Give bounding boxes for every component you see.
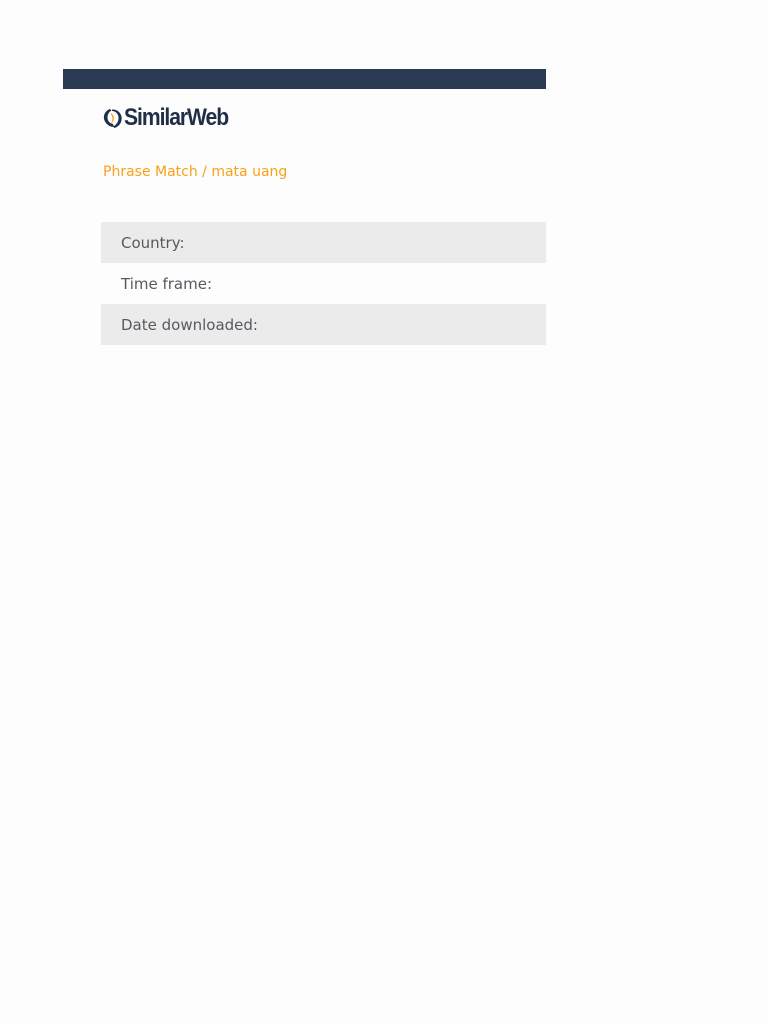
date-downloaded-label: Date downloaded:: [121, 315, 258, 334]
similarweb-logo: [101, 104, 242, 132]
time-frame-label: Time frame:: [121, 274, 213, 293]
logo-wordmark: SimilarWeb: [124, 104, 229, 131]
report-subtitle: Phrase Match / mata uang: [103, 164, 288, 180]
date-downloaded-row: [101, 304, 546, 345]
header-bar: [63, 69, 546, 89]
time-frame-row: [101, 263, 546, 304]
country-label: Country:: [121, 233, 185, 252]
report-info-table: [101, 222, 546, 345]
country-row: [101, 222, 546, 263]
similarweb-logo-icon: [101, 107, 123, 129]
